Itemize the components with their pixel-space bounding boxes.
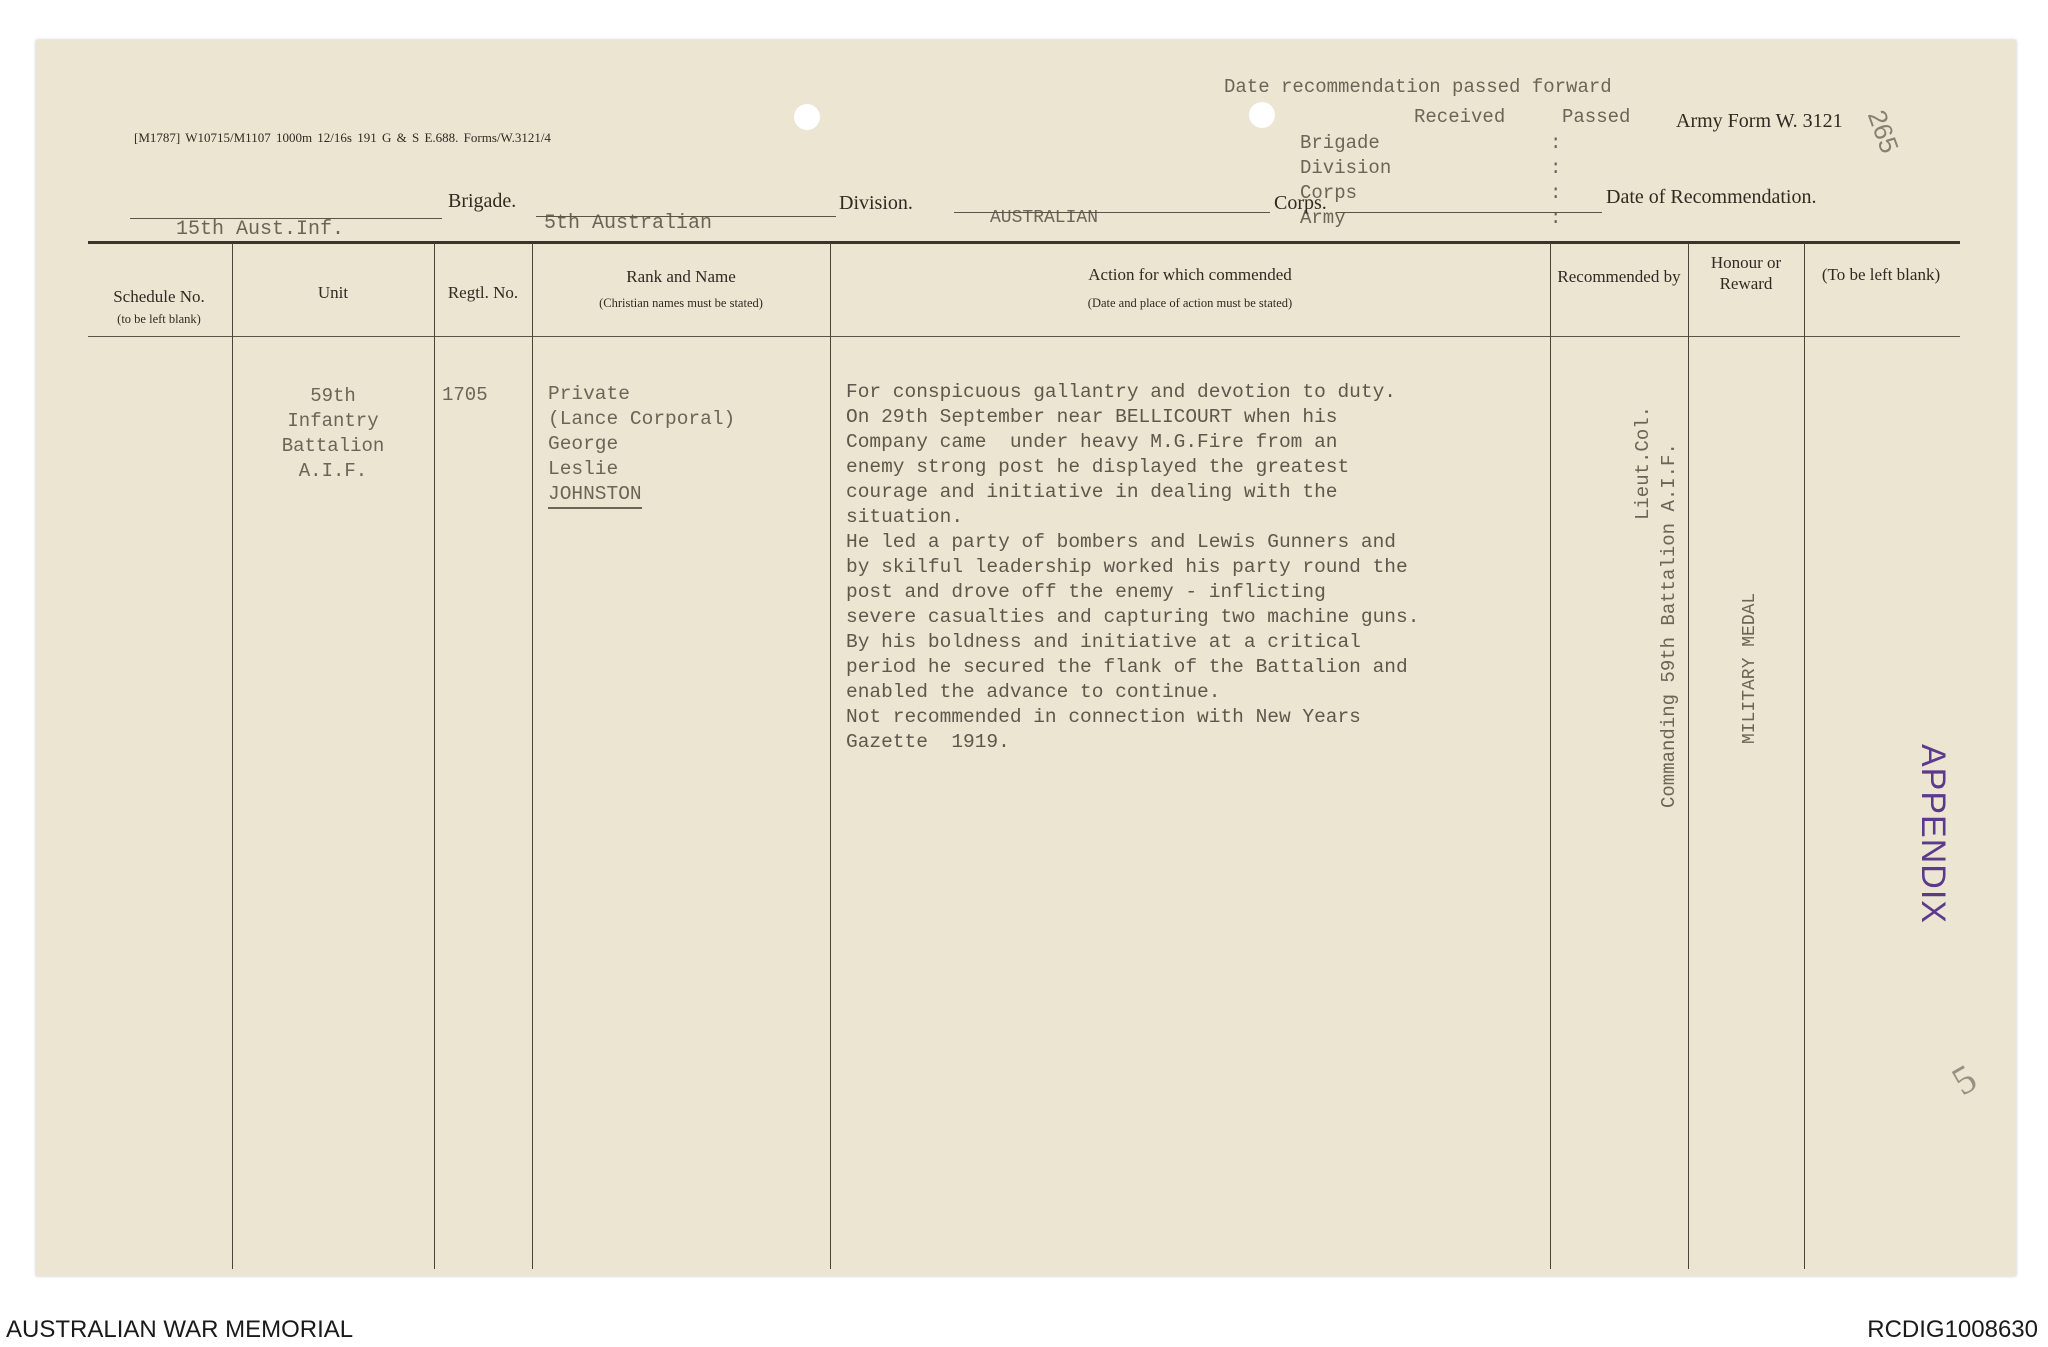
- footer-left: AUSTRALIAN WAR MEMORIAL: [6, 1316, 354, 1343]
- unit-line: Infantry: [287, 410, 379, 432]
- column-divider: [232, 243, 233, 1269]
- print-code: [M1787] W10715/M1107 1000m 12/16s 191 G & S E.688. Forms/W.3121/4: [134, 130, 551, 145]
- action-line: situation.: [846, 506, 964, 528]
- brigade-label: Brigade.: [448, 190, 517, 212]
- header-unit: Unit: [317, 283, 349, 302]
- header-honour-or-reward: Honour or Reward: [1710, 253, 1782, 293]
- division-underline: [536, 216, 836, 217]
- unit-line: 59th: [310, 385, 356, 407]
- date-underline: [1336, 212, 1602, 213]
- action-line: Gazette 1919.: [846, 731, 1010, 753]
- rank-name-cell: [548, 382, 735, 509]
- brigade-value: 15th Aust.Inf.: [176, 218, 345, 241]
- received-label: Received: [1414, 106, 1506, 128]
- column-divider: [1550, 243, 1551, 1269]
- recommended-by-command: Commanding 59th Battalion A.I.F.: [1658, 443, 1680, 808]
- header-regtl-no: Regtl. No.: [447, 283, 519, 302]
- honour-award: MILITARY MEDAL: [1740, 592, 1760, 744]
- action-line: post and drove off the enemy - inflicting: [846, 581, 1326, 603]
- forwarding-level-colon: :: [1550, 207, 1562, 229]
- appendix-stamp: APPENDIX: [1914, 744, 1952, 924]
- division-value: 5th Australian: [544, 212, 713, 235]
- header-action: Action for which commended (Date and place of action must be stated): [1087, 265, 1293, 310]
- unit-line: A.I.F.: [298, 460, 368, 482]
- rank-name-line: (Lance Corporal): [548, 408, 736, 430]
- unit-cell: [234, 384, 432, 484]
- unit-line: Battalion: [281, 435, 385, 457]
- table-top-rule: [88, 241, 1960, 244]
- passed-label: Passed: [1562, 106, 1631, 128]
- table-header-rule: [88, 336, 1960, 337]
- action-line: For conspicuous gallantry and devotion to duty.: [846, 381, 1396, 403]
- rank-name-line: Leslie: [548, 458, 619, 480]
- column-divider: [434, 243, 435, 1269]
- action-line: Not recommended in connection with New Years: [846, 706, 1361, 728]
- column-divider: [532, 243, 533, 1269]
- column-divider: [1688, 243, 1689, 1269]
- rank-name-line: JOHNSTON: [548, 482, 642, 509]
- action-line: courage and initiative in dealing with the: [846, 481, 1338, 503]
- action-line: He led a party of bombers and Lewis Gunners and: [846, 531, 1396, 553]
- forwarding-level-colon: :: [1550, 157, 1562, 179]
- regtl-no-cell: 1705: [442, 384, 488, 406]
- header-schedule-no: Schedule No. (to be left blank): [113, 287, 205, 326]
- division-label: Division.: [839, 192, 913, 214]
- brigade-underline: [130, 218, 442, 219]
- header-to-be-left-blank: (To be left blank): [1821, 265, 1941, 284]
- forwarding-level-colon: :: [1550, 132, 1562, 154]
- action-line: by skilful leadership worked his party round the: [846, 556, 1408, 578]
- page-number: 265: [1861, 106, 1905, 158]
- corps-label: Corps.: [1274, 192, 1327, 214]
- date-passed-label: Date recommendation passed forward: [1224, 76, 1612, 98]
- recommended-by-rank: Lieut.Col.: [1632, 405, 1654, 520]
- action-line: period he secured the flank of the Battalion and: [846, 656, 1408, 678]
- forwarding-level: Corps: [1300, 182, 1358, 204]
- date-of-recommendation-label: Date of Recommendation.: [1606, 186, 1817, 208]
- form-sheet: [36, 40, 2016, 1276]
- forwarding-level-colon: :: [1550, 182, 1562, 204]
- form-title: Army Form W. 3121: [1676, 110, 1843, 132]
- header-rank-and-name: Rank and Name (Christian names must be stated): [599, 267, 763, 310]
- corps-value: AUSTRALIAN: [990, 208, 1099, 228]
- header-recommended-by: Recommended by: [1557, 267, 1681, 286]
- column-divider: [1804, 243, 1805, 1269]
- action-line: enabled the advance to continue.: [846, 681, 1221, 703]
- column-divider: [830, 243, 831, 1269]
- action-line: By his boldness and initiative at a critical: [846, 631, 1361, 653]
- action-line: On 29th September near BELLICOURT when his: [846, 406, 1338, 428]
- action-line: severe casualties and capturing two machine guns.: [846, 606, 1420, 628]
- forwarding-level: Division: [1300, 157, 1392, 179]
- rank-name-line: George: [548, 433, 619, 455]
- corps-underline: [954, 212, 1270, 213]
- punch-hole: [794, 104, 820, 130]
- footer-right: RCDIG1008630: [1867, 1316, 2038, 1343]
- punch-hole: [1249, 102, 1275, 128]
- action-line: enemy strong post he displayed the greatest: [846, 456, 1350, 478]
- margin-mark: 5: [1944, 1055, 1984, 1104]
- forwarding-level: Army: [1300, 207, 1346, 229]
- action-line: Company came under heavy M.G.Fire from an: [846, 431, 1338, 453]
- rank-name-line: Private: [548, 383, 630, 405]
- forwarding-level: Brigade: [1300, 132, 1380, 154]
- action-cell: [846, 380, 1419, 755]
